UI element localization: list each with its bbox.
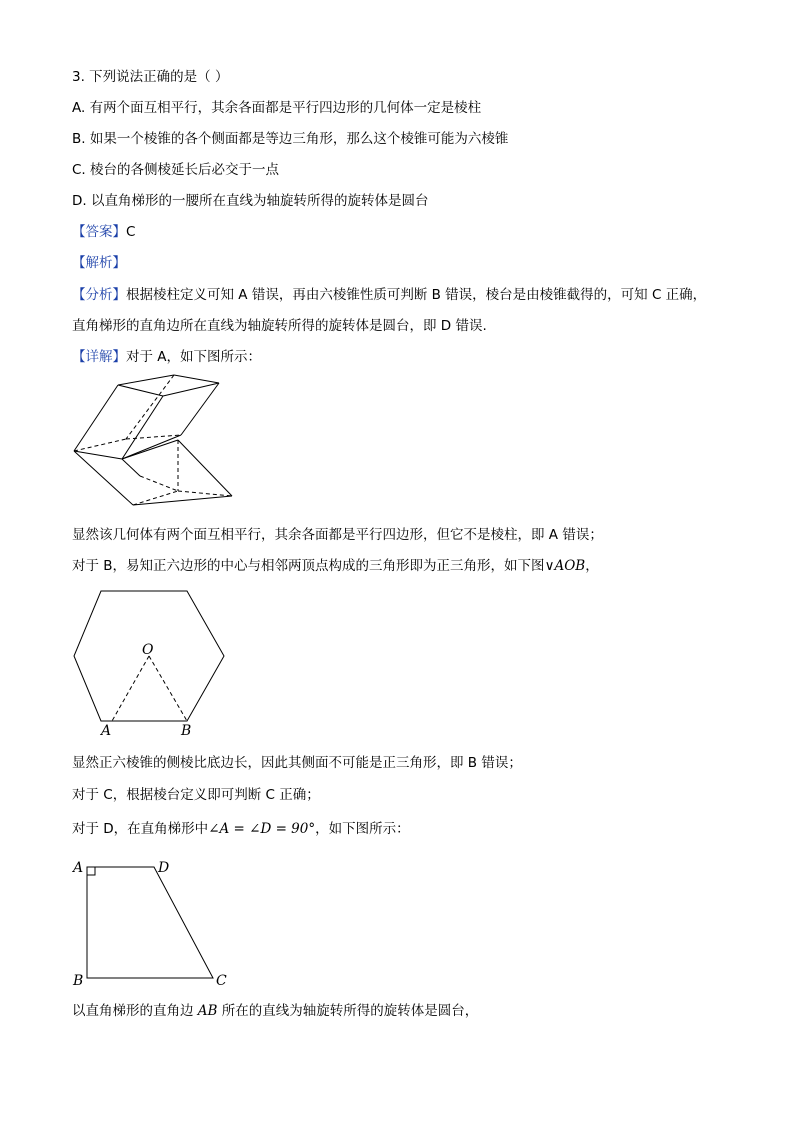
option-c: C. 棱台的各侧棱延长后必交于一点 [72, 162, 280, 178]
trap-label-c: C [216, 973, 227, 989]
b-intro-end: ， [585, 558, 599, 574]
analysis-tag [72, 254, 126, 272]
option-b: B. 如果一个棱锥的各个侧面都是等边三角形，那么这个棱锥可能为六棱锥 [72, 131, 509, 147]
answer-line [72, 223, 135, 241]
answer-tag: 【答案】 [72, 224, 126, 240]
fenxi-text-1: 根据棱柱定义可知 A 错误，再由六棱锥性质可判断 B 错误，棱台是由棱锥截得的，可知 C 正确， [126, 287, 707, 303]
final-end: 所在的直线为轴旋转所得的旋转体是圆台， [217, 1003, 479, 1019]
d-intro-text: 对于 D，在直角梯形中 [72, 821, 209, 837]
option-a: A. 有两个面互相平行，其余各面都是平行四边形的几何体一定是棱柱 [72, 100, 482, 116]
d-intro-end: ，如下图所示： [315, 821, 410, 837]
detail-tag: 【详解】 [72, 349, 126, 365]
trap-label-a: A [73, 860, 84, 876]
d-intro [72, 820, 410, 838]
b-intro-math: ∨AOB [544, 558, 586, 574]
final-line [72, 1002, 478, 1020]
question-stem: 3. 下列说法正确的是（ ） [72, 69, 229, 85]
a-conclusion: 显然该几何体有两个面互相平行，其余各面都是平行四边形，但它不是棱柱，即 A 错误； [72, 527, 603, 543]
final-math: AB [197, 1003, 218, 1019]
figure-a-solid [70, 372, 240, 512]
figure-d-trapezoid [70, 856, 230, 991]
analysis-tag-text: 【解析】 [72, 255, 126, 271]
fenxi-line-1 [72, 286, 706, 304]
label-o: O [142, 642, 154, 658]
fenxi-line-2: 直角梯形的直角边所在直线为轴旋转所得的旋转体是圆台，即 D 错误. [72, 318, 487, 334]
c-text: 对于 C，根据棱台定义即可判断 C 正确； [72, 787, 320, 803]
label-a: A [101, 723, 112, 739]
trap-label-b: B [73, 973, 84, 989]
d-intro-math: ∠A = ∠D = 90° [208, 821, 316, 837]
b-conclusion: 显然正六棱锥的侧棱比底边长，因此其侧面不可能是正三角形，即 B 错误； [72, 755, 522, 771]
figure-b-hexagon [70, 588, 230, 738]
b-intro-text: 对于 B，易知正六边形的中心与相邻两顶点构成的三角形即为正三角形，如下图 [72, 558, 545, 574]
fenxi-tag: 【分析】 [72, 287, 126, 303]
trap-label-d: D [158, 860, 170, 876]
detail-line [72, 348, 261, 366]
answer-value: C [126, 224, 136, 240]
final-text: 以直角梯形的直角边 [72, 1003, 198, 1019]
b-intro [72, 557, 599, 575]
label-b: B [181, 723, 192, 739]
option-d: D. 以直角梯形的一腰所在直线为轴旋转所得的旋转体是圆台 [72, 193, 429, 209]
detail-intro: 对于 A，如下图所示： [126, 349, 262, 365]
